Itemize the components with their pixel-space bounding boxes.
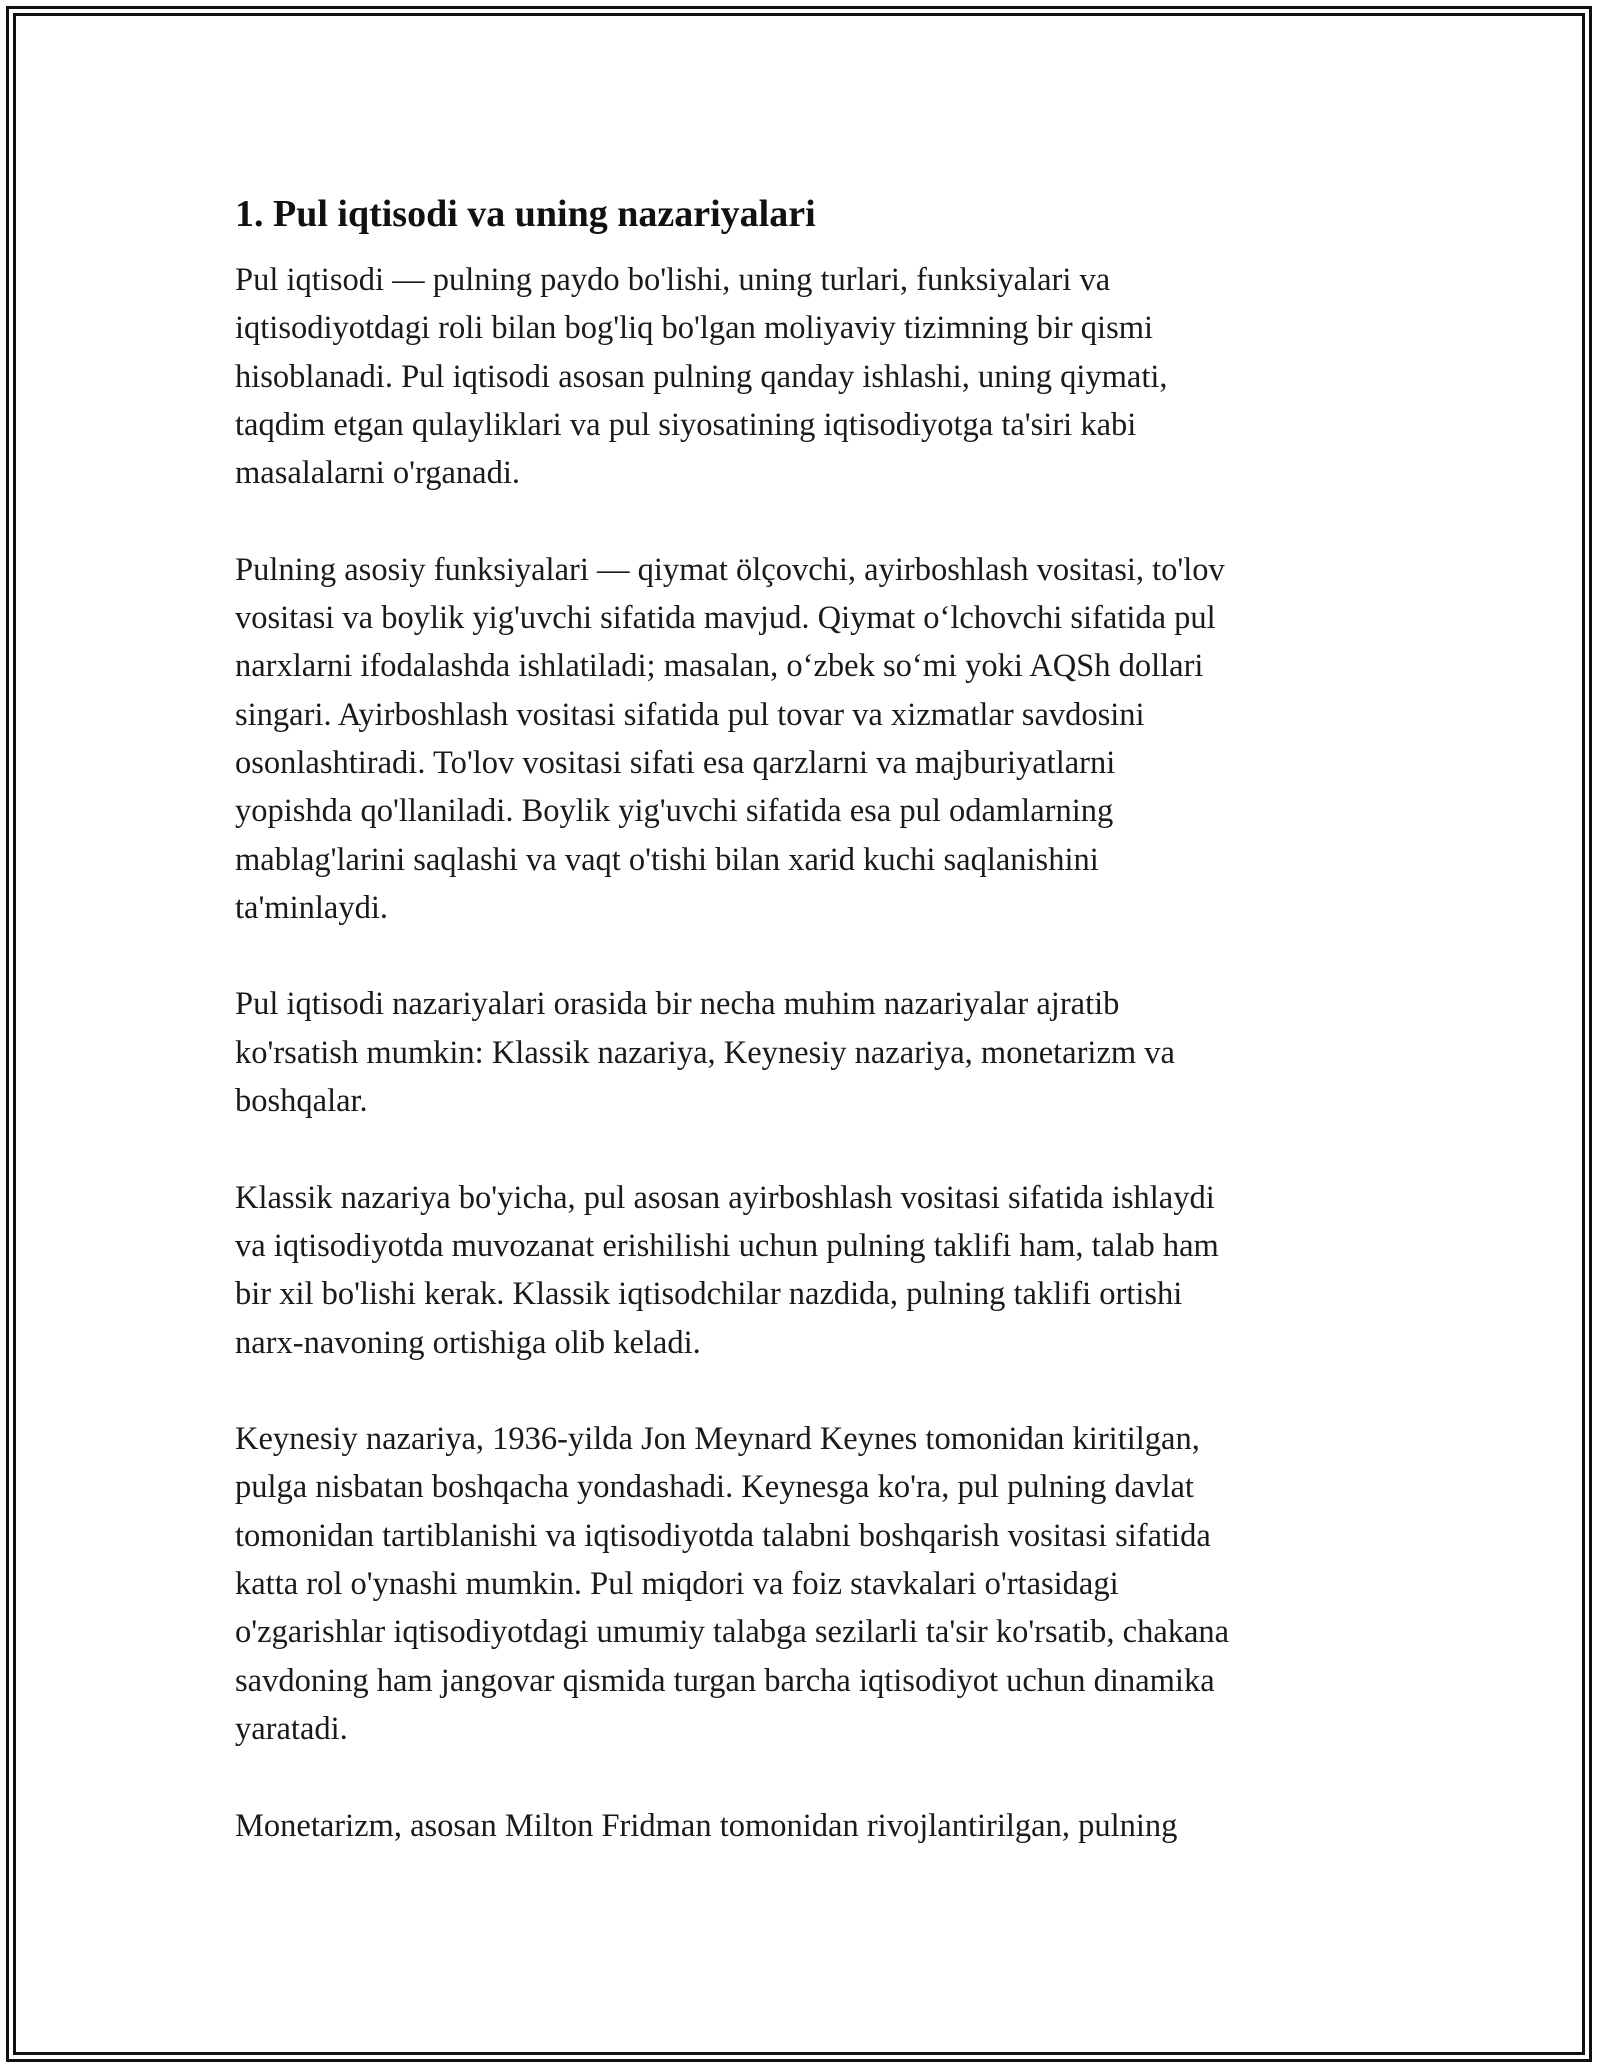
text-line: Klassik nazariya bo'yicha, pul asosan ayirboshlash vositasi sifatida ishlaydi [235, 1179, 1215, 1216]
text-line: masalalarni o'rganadi. [235, 455, 521, 492]
text-line: va iqtisodiyotda muvozanat erishilishi uchun pulning taklifi ham, talab ham [235, 1227, 1219, 1264]
paragraph [235, 256, 1370, 497]
text-line: boshqalar. [235, 1083, 368, 1120]
text-line: osonlashtiradi. To'lov vositasi sifati esa qarzlarni va majburiyatlarni [235, 744, 1116, 781]
text-line: mablag'larini saqlashi va vaqt o'tishi bilan xarid kuchi saqlanishini [235, 841, 1099, 878]
section-heading: 1. Pul iqtisodi va uning nazariyalari [235, 193, 816, 235]
paragraph [235, 1174, 1370, 1367]
text-line: narx-navoning ortishiga olib keladi. [235, 1324, 701, 1361]
text-line: singari. Ayirboshlash vositasi sifatida pul tovar va xizmatlar savdosini [235, 696, 1145, 733]
text-line: vositasi va boylik yig'uvchi sifatida mavjud. Qiymat oʻlchovchi sifatida pul [235, 600, 1216, 637]
text-line: Pul iqtisodi nazariyalari orasida bir necha muhim nazariyalar ajratib [235, 986, 1120, 1023]
text-line: ko'rsatish mumkin: Klassik nazariya, Keynesiy nazariya, monetarizm va [235, 1034, 1175, 1071]
paragraph [235, 1802, 1370, 1850]
paragraph [235, 1415, 1370, 1753]
paragraphs-container [235, 256, 1370, 1850]
text-line: Pulning asosiy funksiyalari — qiymat ölçovchi, ayirboshlash vositasi, to'lov [235, 551, 1225, 588]
document-body [235, 186, 1370, 1898]
text-line: narxlarni ifodalashda ishlatiladi; masalan, oʻzbek soʻmi yoki AQSh dollari [235, 648, 1204, 685]
text-line: yaratadi. [235, 1710, 348, 1747]
text-line: yopishda qo'llaniladi. Boylik yig'uvchi sifatida esa pul odamlarning [235, 793, 1114, 830]
text-line: hisoblanadi. Pul iqtisodi asosan pulning qanday ishlashi, uning qiymati, [235, 358, 1168, 395]
text-line: savdoning ham jangovar qismida turgan barcha iqtisodiyot uchun dinamika [235, 1662, 1215, 1699]
text-line: Monetarizm, asosan Milton Fridman tomonidan rivojlantirilgan, pulning [235, 1807, 1178, 1844]
text-line: ta'minlaydi. [235, 889, 388, 926]
text-line: Keynesiy nazariya, 1936-yilda Jon Meynard Keynes tomonidan kiritilgan, [235, 1421, 1200, 1458]
text-line: bir xil bo'lishi kerak. Klassik iqtisodchilar nazdida, pulning taklifi ortishi [235, 1276, 1183, 1313]
text-line: taqdim etgan qulayliklari va pul siyosatining iqtisodiyotga ta'siri kabi [235, 406, 1137, 443]
text-line: pulga nisbatan boshqacha yondashadi. Keynesga ko'ra, pul pulning davlat [235, 1469, 1194, 1506]
paragraph [235, 980, 1370, 1125]
text-line: tomonidan tartiblanishi va iqtisodiyotda talabni boshqarish vositasi sifatida [235, 1517, 1211, 1554]
paragraph [235, 546, 1370, 932]
text-line: Pul iqtisodi — pulning paydo bo'lishi, uning turlari, funksiyalari va [235, 262, 1111, 298]
text-line: o'zgarishlar iqtisodiyotdagi umumiy talabga sezilarli ta'sir ko'rsatib, chakana [235, 1614, 1230, 1651]
text-line: katta rol o'ynashi mumkin. Pul miqdori va foiz stavkalari o'rtasidagi [235, 1566, 1119, 1603]
text-line: iqtisodiyotdagi roli bilan bog'liq bo'lgan moliyaviy tizimning bir qismi [235, 310, 1154, 347]
